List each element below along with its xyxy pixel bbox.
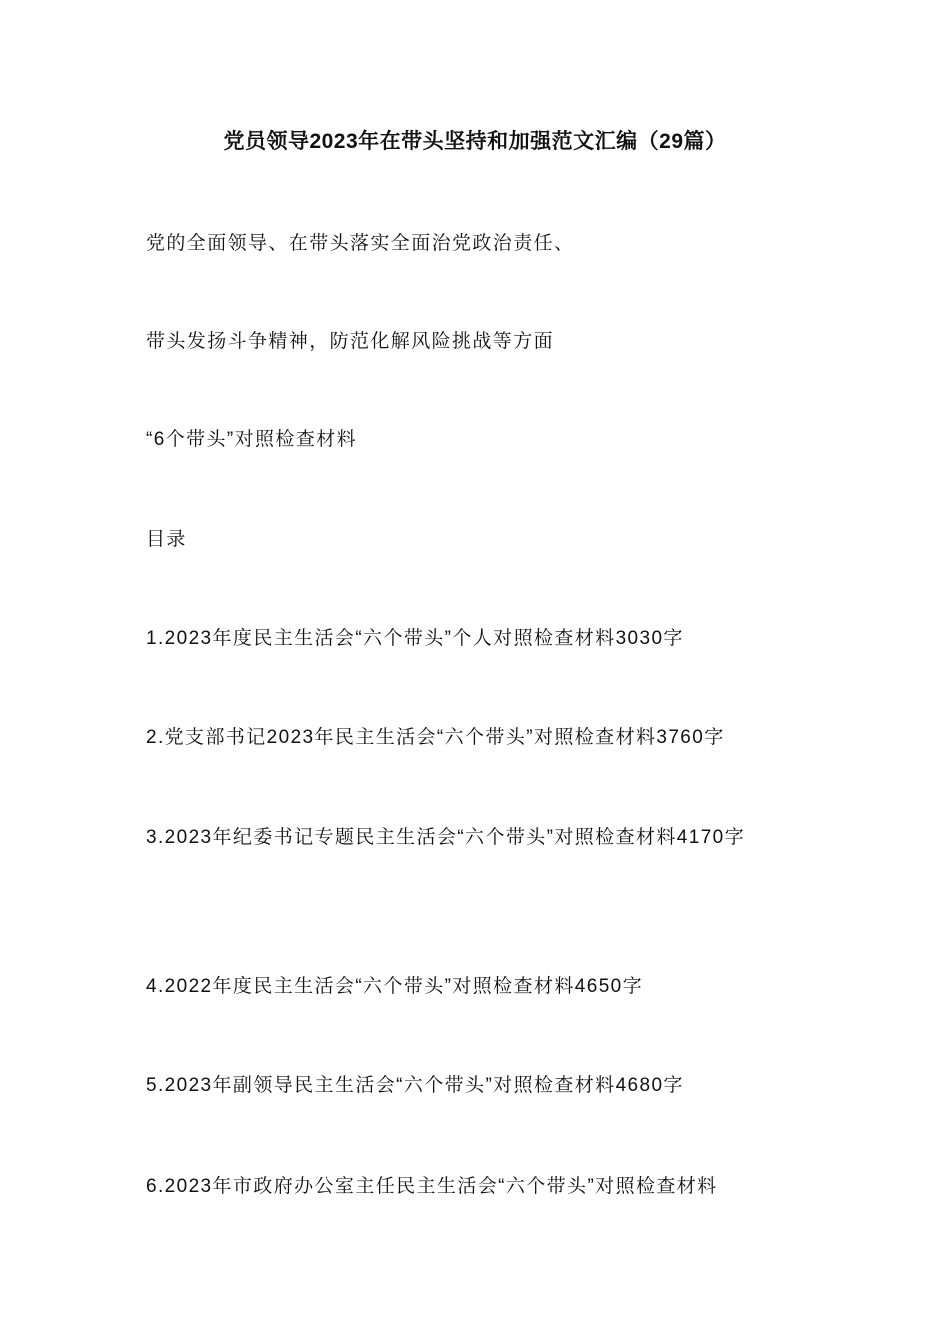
intro-line-3: “6个带头”对照检查材料: [146, 429, 358, 450]
toc-item-6: 6.2023年市政府办公室主任民主生活会“六个带头”对照检查材料: [146, 1176, 718, 1197]
intro-line-2: 带头发扬斗争精神，防范化解风险挑战等方面: [146, 331, 555, 352]
toc-item-1: 1.2023年度民主生活会“六个带头”个人对照检查材料3030字: [146, 628, 684, 649]
toc-item-2: 2.党支部书记2023年民主生活会“六个带头”对照检查材料3760字: [146, 727, 725, 748]
toc-item-5: 5.2023年副领导民主生活会“六个带头”对照检查材料4680字: [146, 1075, 684, 1096]
toc-item-3: 3.2023年纪委书记专题民主生活会“六个带头”对照检查材料4170字: [146, 827, 746, 848]
toc-heading: 目录: [146, 529, 187, 550]
document-title: 党员领导2023年在带头坚持和加强范文汇编（29篇）: [223, 130, 727, 153]
intro-line-1: 党的全面领导、在带头落实全面治党政治责任、: [146, 233, 575, 254]
toc-item-4: 4.2022年度民主生活会“六个带头”对照检查材料4650字: [146, 976, 644, 997]
